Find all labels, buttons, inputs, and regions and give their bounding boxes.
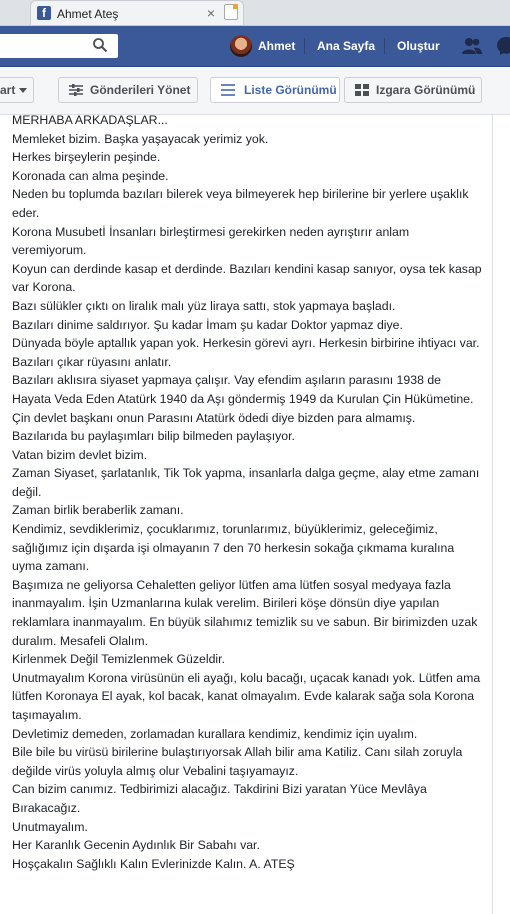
post-paragraph: Bazılarıda bu paylaşımları bilip bilmeden paylaşıyor. bbox=[12, 429, 295, 444]
manage-posts-button[interactable] bbox=[58, 77, 198, 103]
settings-sliders-icon bbox=[69, 84, 83, 96]
post-paragraph: Başımıza ne geliyorsa Cehaletten geliyor lütfen ama lütfen sosyal medyaya fazla inanmayalım. İşin Uzmanlarına kulak verelim. Birileri köşe dönsün diye yapılan reklamlara inanmayalım. En büyük silahımız temizlik su ve sabun. Bir birimizden uzak duralım. Mesafeli Olalım. bbox=[12, 577, 478, 648]
grid-view-button[interactable] bbox=[344, 77, 482, 103]
post-paragraph: Can bizim canımız. Tedbirimizi alacağız. Takdirini Bizi yaratan Yüce Mevlâya Bırakacağız. bbox=[12, 782, 427, 815]
profile-toolbar bbox=[0, 67, 510, 115]
search-input[interactable] bbox=[0, 34, 118, 58]
post-paragraph: Her Karanlık Gecenin Aydınlık Bir Sabahı var. bbox=[12, 838, 260, 853]
post-paragraph: Unutmayalım Korona virüsünün eli ayağı, kolu bacağı, uçacak kanadı yok. Lütfen ama lütfen Koronaya El ayak, kol bacak, kanat olmayalım. Evde kalarak sağa sola Korona taşımayalım. bbox=[12, 670, 481, 722]
list-view-button[interactable] bbox=[210, 77, 340, 103]
grid-icon bbox=[355, 84, 369, 96]
profile-link[interactable]: Ahmet bbox=[258, 39, 296, 53]
chevron-down-icon bbox=[19, 88, 27, 93]
friend-requests-icon[interactable] bbox=[462, 37, 482, 55]
post-paragraph: Devletimiz demeden, zorlamadan kurallara kendimiz, kendimiz için uyalım. bbox=[12, 726, 418, 741]
post-paragraph: Bile bile bu virüsü birilerine bulaştırıyorsak Allah bilir ama Katiliz. Canı silah zoruyla değilde virüs yoluyla almış olur Vebalini taşıyamayız. bbox=[12, 745, 463, 778]
post-paragraph: Bazıları dinime saldırıyor. Şu kadar İmam şu kadar Doktor yapmaz diye. bbox=[12, 317, 403, 332]
browser-tab[interactable] bbox=[30, 0, 244, 25]
grid-view-label: Izgara Görünümü bbox=[376, 83, 476, 97]
post-paragraph: Bazı sülükler çıktı on liralık malı yüz liraya sattı, stok yapmaya başladı. bbox=[12, 298, 396, 313]
new-tab-icon[interactable] bbox=[224, 4, 238, 20]
post-paragraph: Koyun can derdinde kasap et derdinde. Bazıları kendini kasap sanıyor, oysa tek kasap var Korona. bbox=[12, 261, 482, 295]
tab-close-icon[interactable]: × bbox=[206, 5, 215, 21]
filter-dropdown-label: art bbox=[0, 83, 16, 97]
post-paragraph: Kirlenmek Değil Temizlenmek Güzeldir. bbox=[12, 652, 225, 667]
facebook-top-bar bbox=[0, 26, 510, 67]
post-paragraph: Koronada can alma peşinde. bbox=[12, 168, 169, 183]
post-paragraph: Zaman Siyaset, şarlatanlık, Tik Tok yapma, insanlarla dalga geçme, alay etme zamanı değil. bbox=[12, 466, 480, 499]
home-link[interactable]: Ana Sayfa bbox=[317, 39, 376, 53]
post-paragraph: Kendimiz, sevdiklerimiz, çocuklarımız, torunlarımız, büyüklerimiz, geleceğimiz, sağlığımız için dışarda işi olmayanın 7 den 70 herkesin sokağa çıkmama kuralına uyma zamanı. bbox=[12, 522, 455, 574]
post-paragraph: Herkes birşeylerin peşinde. bbox=[12, 150, 161, 165]
list-icon bbox=[221, 84, 235, 96]
search-icon[interactable] bbox=[92, 37, 108, 53]
post-content bbox=[0, 114, 510, 914]
post-paragraph: Dünyada böyle aptallık yapan yok. Herkesin görevi ayrı. Herkesin birbirine ihtiyacı var. bbox=[12, 336, 480, 351]
post-paragraph: Korona Musubetİ İnsanları birleştirmesi gerekirken neden ayrıştırır anlam veremiyorum. bbox=[12, 224, 410, 258]
post-paragraph: Vatan bizim devlet bizim. bbox=[12, 447, 148, 462]
post-paragraph: Zaman birlik beraberlik zamanı. bbox=[12, 503, 184, 518]
post-paragraph: Bazıları çıkar rüyasını anlatır. bbox=[12, 354, 172, 369]
post-paragraph: Neden bu toplumda bazıları bilerek veya bilmeyerek hep birilerine bir yerlere uşaklık eder. bbox=[12, 187, 469, 220]
list-view-label: Liste Görünümü bbox=[244, 83, 337, 97]
post-paragraph: Hoşçakalın Sağlıklı Kalın Evlerinizde Kalın. A. ATEŞ bbox=[12, 856, 295, 871]
post-paragraph: Memleket bizim. Başka yaşayacak yerimiz yok. bbox=[12, 131, 269, 146]
facebook-favicon-icon: f bbox=[37, 6, 51, 20]
avatar[interactable] bbox=[230, 35, 252, 57]
post-paragraph: Bazıları aklısıra siyaset yapmaya çalışır. Vay efendim aşıların parasını 1938 de Hayata Veda Eden Atatürk 1940 da Aşı göndermiş 1949 da Kurulan Çin Hükümetine. Çin devlet başkanı onun Parasını Atatürk ödedi diye bizden para almamış. bbox=[12, 373, 474, 425]
divider bbox=[304, 38, 305, 54]
divider bbox=[384, 38, 385, 54]
post-paragraph: MERHABA ARKADAŞLAR... bbox=[12, 113, 168, 127]
browser-tab-strip bbox=[0, 0, 510, 26]
tab-title: Ahmet Ateş bbox=[57, 7, 119, 21]
create-link[interactable]: Oluştur bbox=[397, 39, 440, 53]
divider bbox=[492, 114, 493, 914]
manage-posts-label: Gönderileri Yönet bbox=[90, 83, 191, 97]
post-text bbox=[12, 111, 482, 873]
messenger-icon[interactable] bbox=[496, 36, 510, 56]
post-paragraph: Unutmayalım. bbox=[12, 819, 88, 834]
filter-dropdown-button[interactable] bbox=[0, 77, 34, 103]
